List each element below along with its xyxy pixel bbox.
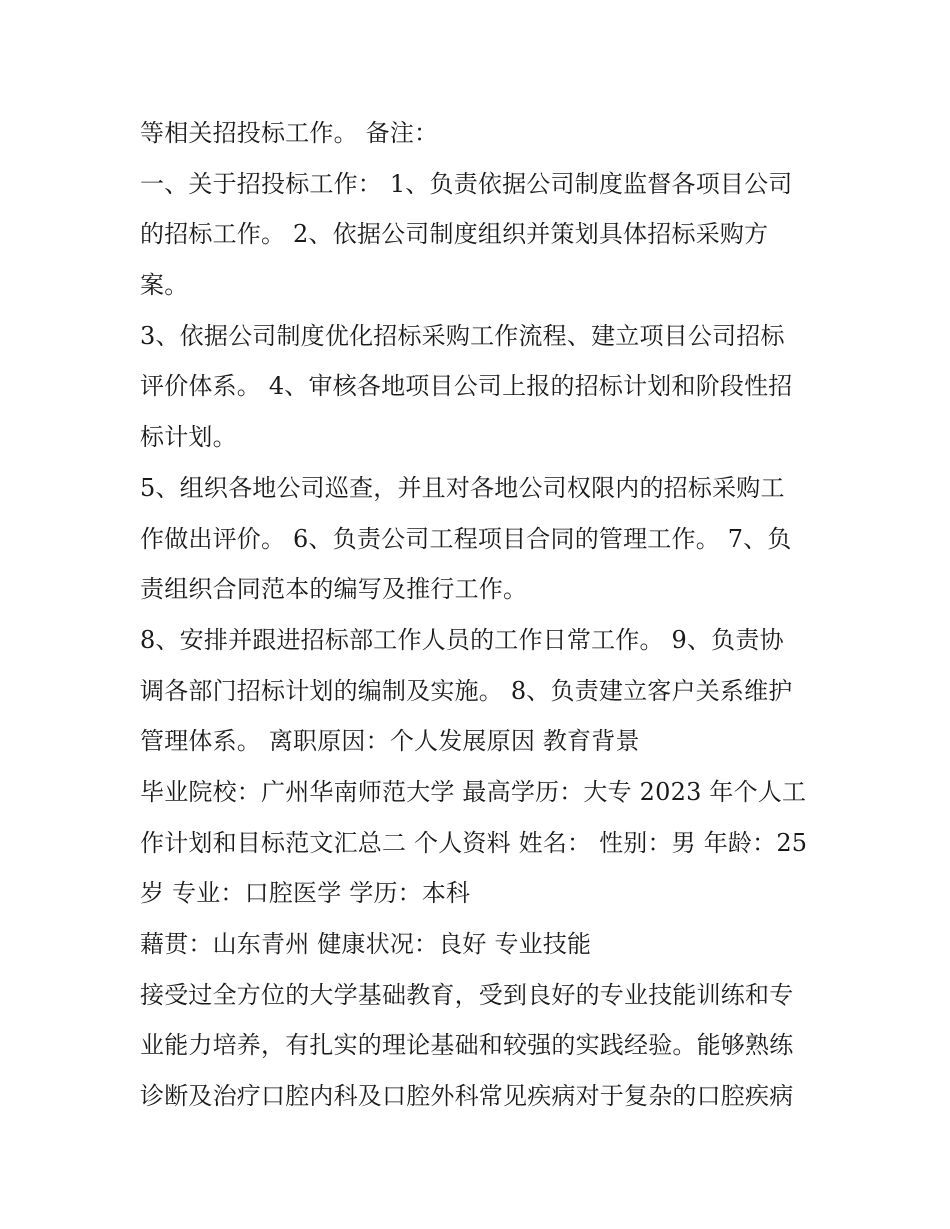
text-line: 责组织合同范本的编写及推行工作。 [140, 575, 528, 604]
text-line: 案。 [140, 271, 189, 300]
text-line: 藉贯：山东青州 健康状况：良好 专业技能 [140, 930, 592, 958]
text-line: 作做出评价。 6、负责公司工程项目合同的管理工作。 7、负 [140, 524, 792, 553]
text-line: 毕业院校：广州华南师范大学 最高学历：大专 2023 年个人工 [140, 777, 807, 806]
text-line: 调各部门招标计划的编制及实施。 8、负责建立客户关系维护 [140, 676, 793, 705]
text-line: 管理体系。 离职原因：个人发展原因 教育背景 [140, 727, 640, 756]
text-line: 作计划和目标范文汇总二 个人资料 姓名： 性别：男 年龄：25 [140, 828, 808, 857]
text-line: 3、依据公司制度优化招标采购工作流程、建立项目公司招标 [140, 321, 785, 350]
text-line: 评价体系。 4、审核各地项目公司上报的招标计划和阶段性招 [140, 372, 793, 401]
text-line: 8、安排并跟进招标部工作人员的工作日常工作。 9、负责协 [140, 625, 784, 654]
text-line: 诊断及治疗口腔内科及口腔外科常见疾病对于复杂的口腔疾病 [140, 1082, 794, 1111]
document-body [140, 108, 820, 1122]
text-line: 接受过全方位的大学基础教育，受到良好的专业技能训练和专 [140, 980, 794, 1009]
text-line: 岁 专业：口腔医学 学历：本科 [140, 879, 471, 908]
text-line: 业能力培养，有扎实的理论基础和较强的实践经验。能够熟练 [140, 1031, 794, 1060]
text-line: 标计划。 [140, 423, 237, 452]
text-line: 的招标工作。 2、依据公司制度组织并策划具体招标采购方 [140, 220, 769, 249]
text-line: 5、组织各地公司巡查，并且对各地公司权限内的招标采购工 [140, 473, 785, 502]
text-line: 等相关招投标工作。 备注： [140, 119, 439, 147]
text-line: 一、关于招投标工作： 1、负责依据公司制度监督各项目公司 [140, 169, 793, 198]
